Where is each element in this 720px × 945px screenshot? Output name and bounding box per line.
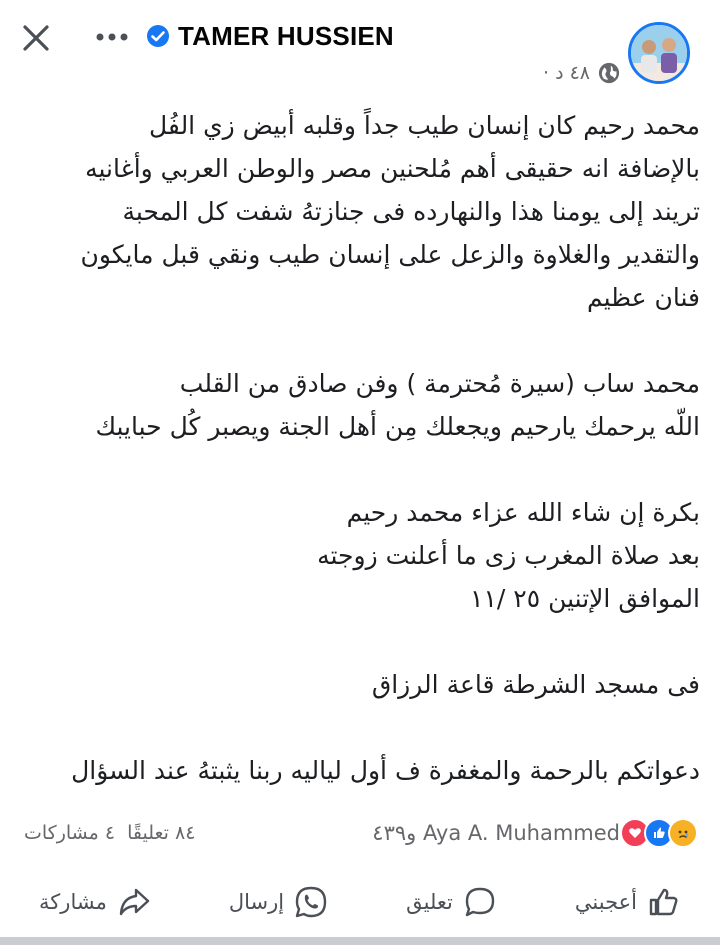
meta-separator: · [543,62,550,84]
author-avatar[interactable] [628,22,690,84]
post-time[interactable]: ٤٨ د [555,62,590,84]
post-text-line: والتقدير والغلاوة والزعل على إنسان طيب ونقي قبل مايكون [80,240,700,269]
post-text-line: محمد رحيم كان إنسان طيب جداً وقلبه أبيض زي الفُل [148,111,700,140]
send-label: إرسال [228,890,285,914]
post-text-line: بكرة إن شاء الله عزاء محمد رحيم [346,498,700,527]
shares-count[interactable]: ٤ مشاركات [24,822,116,844]
paragraph-spacer [20,706,700,749]
post-text-line: تريند إلى يومنا هذا والنهارده فى جنازتهُ شفت كل المحبة [122,197,700,226]
post-meta [537,62,620,84]
bottom-divider [0,937,720,945]
author-name[interactable]: TAMER HUSSIEN [178,20,394,51]
globe-icon [598,62,620,84]
author-header[interactable] [146,18,394,54]
more-options-button[interactable] [92,22,132,52]
comment-label: تعليق [406,890,453,914]
post-text-line: دعواتكم بالرحمة والمغفرة ف أول لياليه ربنا يثبتهُ عند السؤال [71,756,700,785]
post-text-line: فنان عظيم [586,283,700,312]
share-icon [117,885,151,919]
paragraph-spacer [20,448,700,491]
post-text-line: فى مسجد الشرطة قاعة الرزاق [371,670,700,699]
post-text-line: محمد ساب (سيرة مُحترمة ) وفن صادق من القلب [179,369,700,398]
share-label: مشاركة [39,890,107,914]
action-bar [0,872,720,932]
verified-badge-icon [146,24,170,48]
post-text-line: بالإضافة انه حقيقى أهم مُلحنين مصر والوطن العربي وأغانيه [85,154,700,183]
share-button[interactable] [39,885,151,919]
sad-reaction-icon [668,818,698,848]
close-button[interactable] [16,18,56,58]
close-icon [21,23,51,53]
like-icon [647,885,681,919]
send-button[interactable] [229,885,328,919]
reaction-icons [626,818,698,848]
comments-count[interactable]: ٨٤ تعليقًا [127,822,196,844]
whatsapp-icon [294,885,328,919]
post-text-line: اللّه يرحمك يارحيم ويجعلك مِن أهل الجنة ويصبر كُل حبايبك [95,412,700,441]
paragraph-spacer [20,620,700,663]
post-text-line: بعد صلاة المغرب زى ما أعلنت زوجته [317,541,700,570]
more-dots-icon [95,32,129,42]
like-button[interactable] [575,885,681,919]
paragraph-spacer [20,319,700,362]
reactions-summary[interactable] [372,818,698,848]
avatar-photo [631,25,687,81]
reactions-count[interactable]: Aya A. Muhammed و٤٣٩ [372,821,620,845]
post-body [20,104,700,792]
comment-icon [463,885,497,919]
post-text-line: الموافق الإتنين ٢٥ /١١ [470,584,700,613]
comment-button[interactable] [406,885,497,919]
like-label: أعجبني [574,890,637,914]
post-stats [24,822,195,844]
